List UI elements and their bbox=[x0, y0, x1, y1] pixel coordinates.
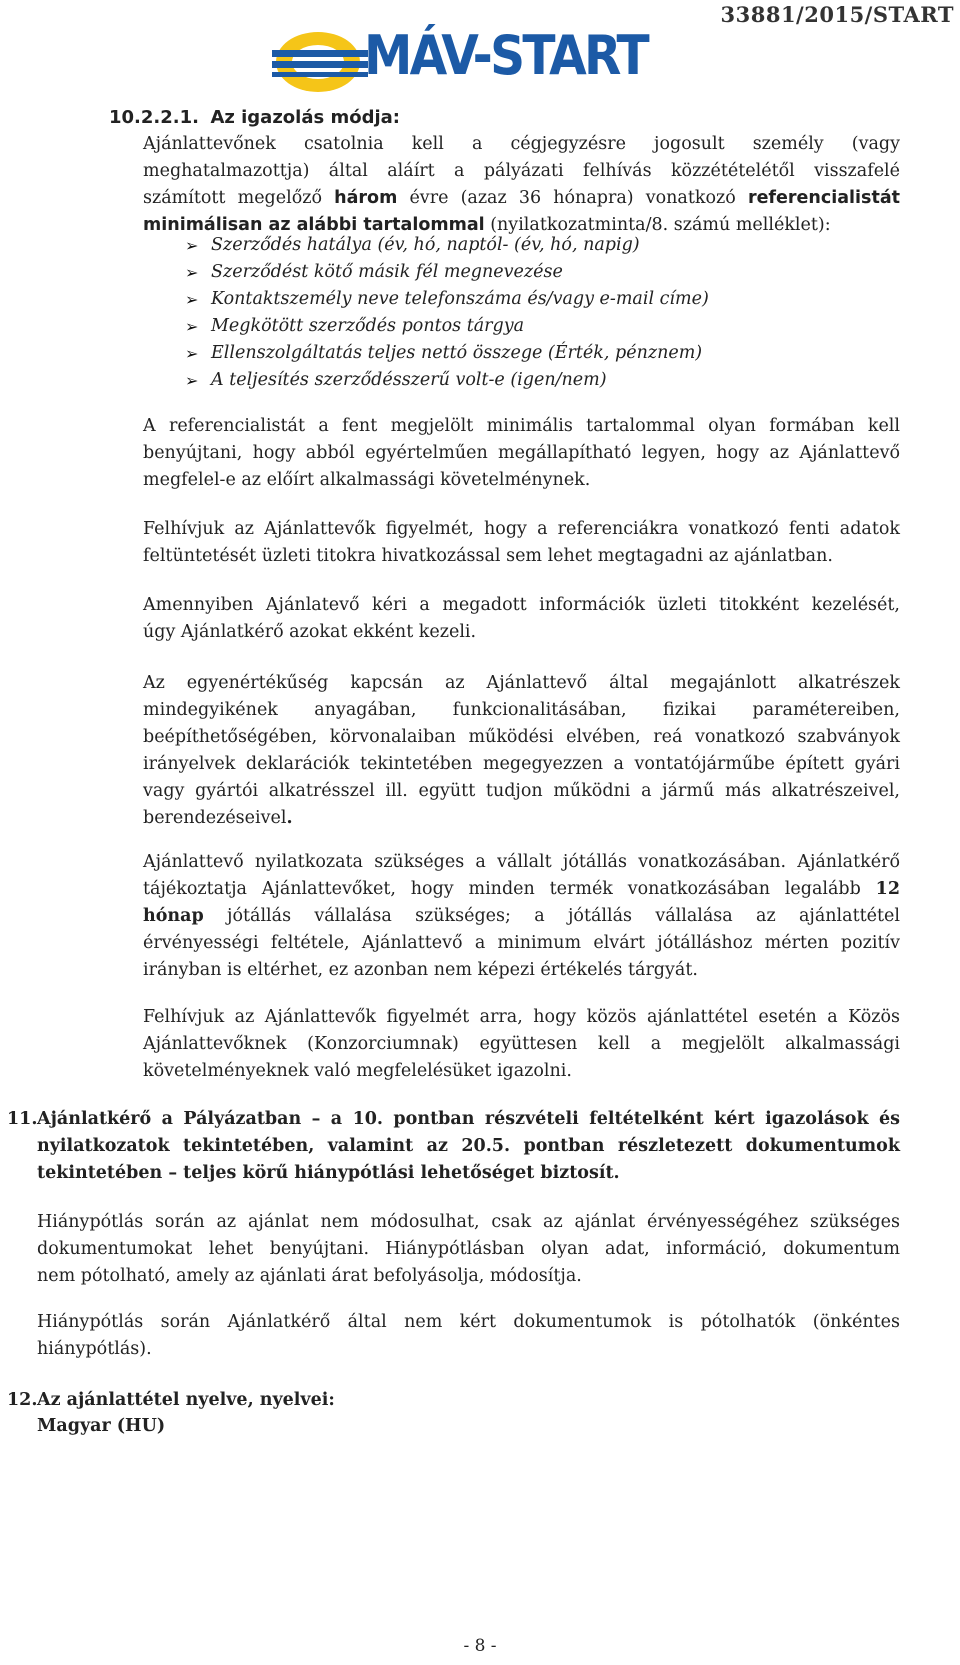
logo-emblem-icon bbox=[272, 28, 368, 100]
list-item: ➢ Kontaktszemély neve telefonszáma és/vagy e-mail címe) bbox=[185, 286, 709, 313]
arrow-bullet-icon: ➢ bbox=[185, 344, 199, 363]
text-line: érvényességi feltétele, Ajánlattevő a minimum elvárt jótálláshoz mérten pozitív bbox=[143, 933, 900, 953]
text-line: tájékoztatja Ajánlattevőket, hogy minden termék vonatkozásában legalább 12 bbox=[143, 879, 900, 899]
text-line: megfelel-e az előírt alkalmassági követelménynek. bbox=[143, 470, 591, 490]
text-line: követelményeknek való megfelelésüket igazolni. bbox=[143, 1061, 572, 1081]
arrow-bullet-icon: ➢ bbox=[185, 263, 199, 282]
text-line: úgy Ajánlatkérő azokat ekként kezeli. bbox=[143, 622, 477, 642]
text-line: hónap jótállás vállalása szükséges; a jótállás vállalása az ajánlattétel bbox=[143, 906, 900, 926]
text-line: Ajánlattevőknek (Konzorciumnak) együttesen kell a megjelölt alkalmassági bbox=[143, 1034, 900, 1054]
section-title: Az igazolás módja: bbox=[210, 107, 400, 128]
list-item: ➢ Szerződést kötő másik fél megnevezése bbox=[185, 259, 709, 286]
confidential-info-paragraph bbox=[143, 592, 900, 646]
section-heading bbox=[109, 104, 400, 131]
page-number: - 8 - bbox=[463, 1636, 497, 1656]
section-number: 10.2.2.1. bbox=[109, 107, 199, 128]
list-item: ➢ Megkötött szerződés pontos tárgya bbox=[185, 313, 709, 340]
text-line: Ajánlattevő nyilatkozata szükséges a vállalt jótállás vonatkozásában. Ajánlatkérő bbox=[143, 852, 900, 872]
text-line: irányban is eltérhet, ez azonban nem képezi értékelés tárgyát. bbox=[143, 960, 698, 980]
text-line: mindegyikének anyagában, funkcionalitásában, fizikai paramétereiben, bbox=[143, 700, 900, 720]
text-line: Felhívjuk az Ajánlattevők figyelmét, hogy a referenciákra vonatkozó fenti adatok bbox=[143, 519, 900, 539]
text-line: hiánypótlás). bbox=[37, 1339, 152, 1359]
trade-secret-paragraph bbox=[143, 516, 900, 570]
arrow-bullet-icon: ➢ bbox=[185, 290, 199, 309]
text-line: benyújtani, hogy abból egyértelműen megállapítható legyen, hogy az Ajánlattevő bbox=[143, 443, 900, 463]
consortium-paragraph bbox=[143, 1004, 900, 1085]
logo-text: MÁV-START bbox=[364, 24, 648, 87]
mav-start-logo bbox=[272, 22, 682, 102]
section-12-title: Az ajánlattétel nyelve, nyelvei: bbox=[37, 1390, 335, 1410]
deficiency-paragraph bbox=[37, 1209, 900, 1290]
text-line: nyilatkozatok tekintetében, valamint az 20.5. pontban részletezett dokumentumok bbox=[37, 1136, 900, 1156]
voluntary-deficiency-paragraph bbox=[37, 1309, 900, 1363]
intro-line: minimálisan az alábbi tartalommal (nyilatkozatminta/8. számú melléklet): bbox=[143, 215, 831, 235]
section-12-language: Magyar (HU) bbox=[37, 1416, 166, 1436]
text-line: Felhívjuk az Ajánlattevők figyelmét arra, hogy közös ajánlattétel esetén a Közös bbox=[143, 1007, 900, 1027]
section-11-number: 11. bbox=[7, 1109, 38, 1129]
equivalence-paragraph bbox=[143, 670, 900, 832]
list-item: ➢ A teljesítés szerződésszerű volt-e (igen/nem) bbox=[185, 367, 709, 394]
text-line: Hiánypótlás során Ajánlatkérő által nem kért dokumentumok is pótolhatók (önkéntes bbox=[37, 1312, 900, 1332]
text-line: tekintetében – teljes körű hiánypótlási lehetőséget biztosít. bbox=[37, 1163, 620, 1183]
intro-line: Ajánlattevőnek csatolnia kell a cégjegyzésre jogosult személy (vagy bbox=[143, 134, 900, 154]
text-line: Az egyenértékűség kapcsán az Ajánlattevő által megajánlott alkatrészek bbox=[143, 673, 900, 693]
text-line: berendezéseivel. bbox=[143, 808, 293, 828]
list-item: ➢ Szerződés hatálya (év, hó, naptól- (év, hó, napig) bbox=[185, 232, 709, 259]
text-line: Amennyiben Ajánlatevő kéri a megadott információk üzleti titokként kezelését, bbox=[143, 595, 900, 615]
text-line: nem pótolható, amely az ajánlati árat befolyásolja, módosítja. bbox=[37, 1266, 582, 1286]
document-number: 33881/2015/START bbox=[720, 2, 954, 27]
arrow-bullet-icon: ➢ bbox=[185, 371, 199, 390]
arrow-bullet-icon: ➢ bbox=[185, 317, 199, 336]
text-line: feltüntetését üzleti titokra hivatkozással sem lehet megtagadni az ajánlatban. bbox=[143, 546, 833, 566]
intro-line: meghatalmazottja) által aláírt a pályázati felhívás közzétételétől visszafelé bbox=[143, 161, 900, 181]
text-line: irányelvek deklarációk tekintetében megegyezzen a vontatójárműbe épített gyári bbox=[143, 754, 900, 774]
warranty-paragraph bbox=[143, 849, 900, 984]
text-line: vagy gyártói alkatrésszel ill. együtt tudjon működni a jármű más alkatrészeivel, bbox=[143, 781, 900, 801]
text-line: A referencialistát a fent megjelölt minimális tartalommal olyan formában kell bbox=[143, 416, 900, 436]
text-line: beépíthetőségében, körvonalaiban működési elvében, reá vonatkozó szabványok bbox=[143, 727, 900, 747]
text-line: dokumentumokat lehet benyújtani. Hiánypótlásban olyan adat, információ, dokumentum bbox=[37, 1239, 900, 1259]
section-12-number: 12. bbox=[7, 1390, 38, 1410]
intro-line: számított megelőző három évre (azaz 36 hónapra) vonatkozó referencialistát bbox=[143, 188, 901, 208]
text-line: Ajánlatkérő a Pályázatban – a 10. pontban részvételi feltételként kért igazolások és bbox=[37, 1109, 900, 1129]
list-item: ➢ Ellenszolgáltatás teljes nettó összege (Érték, pénznem) bbox=[185, 340, 709, 367]
text-line: Hiánypótlás során az ajánlat nem módosulhat, csak az ajánlat érvényességéhez szükséges bbox=[37, 1212, 900, 1232]
section-11-heading bbox=[37, 1106, 900, 1187]
arrow-bullet-icon: ➢ bbox=[185, 236, 199, 255]
requirements-list bbox=[185, 232, 709, 394]
intro-paragraph bbox=[143, 131, 900, 239]
referencelist-paragraph bbox=[143, 413, 900, 494]
